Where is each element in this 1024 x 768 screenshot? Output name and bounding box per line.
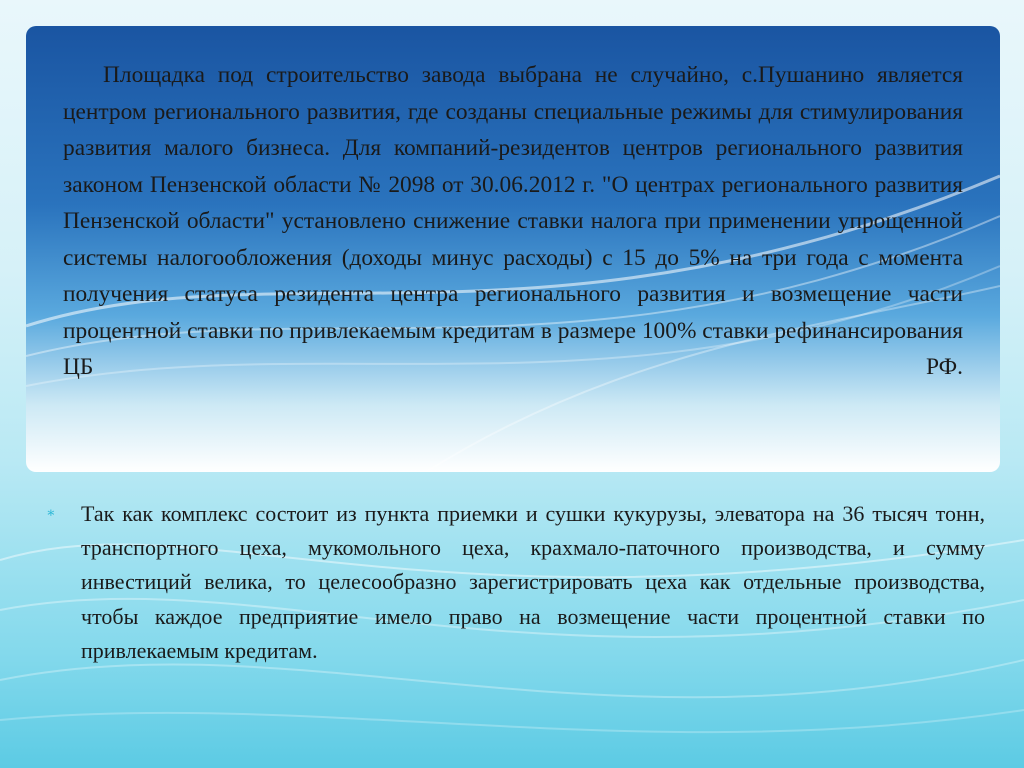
bullet-icon: ∗ xyxy=(46,506,56,521)
paragraph-plant-site: Площадка под строительство завода выбрана не случайно, с.Пушанино является центром регионального развития, где созданы специальные режимы для стимулирования развития малого бизнеса. Для компаний-резидентов центров регионального развития законом Пензенской области № 2098 от 30.06.2012 г. "О центрах регионального развития Пензенской области" установлено снижение ставки налога при применении упрощенной системы налогообложения (доходы минус расходы) с 15 до 5% на три года с момента получения статуса резидента центра регионального развития и возмещение части процентной ставки по привлекаемым кредитам в размере 100% ставки рефинансирования ЦБ РФ. xyxy=(63,62,963,380)
paragraph-complex-registration: Так как комплекс состоит из пункта приемки и сушки кукурузы, элеватора на 36 тысяч тонн, транспортного цеха, мукомольного цеха, крахмало-паточного производства, и сумму инвестиций велика, то целесообразно зарегистрировать цеха как отдельные производства, чтобы каждое предприятие имело право на возмещение части процентной ставки по привлекаемым кредитам. xyxy=(81,501,985,663)
